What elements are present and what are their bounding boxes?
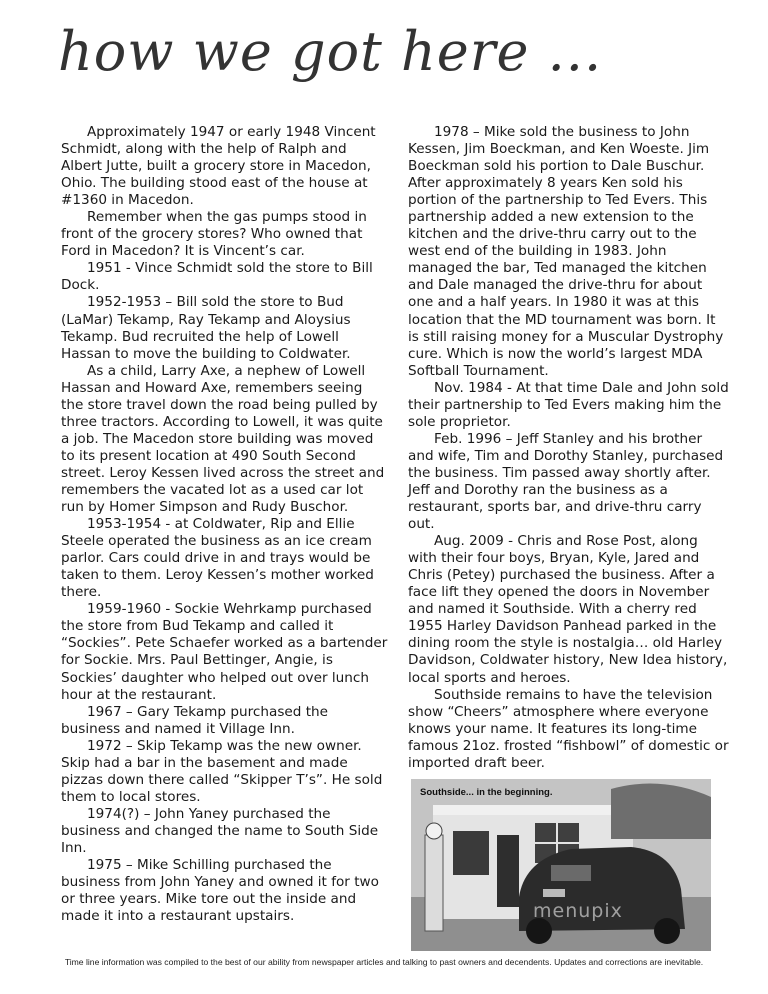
photo-caption: Southside... in the beginning.	[420, 787, 553, 798]
footer-note: Time line information was compiled to the best of our ability from newspaper articles and talking to past owners and decendents. Updates and corrections are inevitable.	[64, 957, 704, 967]
history-paragraph: Aug. 2009 - Chris and Rose Post, along with their four boys, Bryan, Kyle, Jared and Chris (Petey) purchased the business. After a face lift they opened the doors in November and named it Southside. With a cherry red 1955 Harley Davidson Panhead parked in the dining room the style is nostalgia… old Harley Davidson, Coldwater history, New Idea history, local sports and heroes.	[408, 533, 728, 686]
page-title: how we got here ...	[58, 20, 603, 83]
history-paragraph: 1974(?) – John Yaney purchased the business and changed the name to South Side Inn.	[61, 805, 379, 856]
history-paragraph: 1975 – Mike Schilling purchased the business from John Yaney and owned it for two or three years. Mike tore out the inside and made it into a restaurant upstairs.	[61, 857, 379, 925]
history-paragraph: 1951 - Vince Schmidt sold the store to Bill Dock.	[61, 260, 373, 294]
history-paragraph: 1959-1960 - Sockie Wehrkamp purchased the store from Bud Tekamp and called it “Sockies”. Pete Schaefer worked as a bartender for Sockie. Mrs. Paul Bettinger, Angie, is Sockies’ daughter who helped out over lunch hour at the restaurant.	[61, 601, 388, 703]
history-paragraph: Feb. 1996 – Jeff Stanley and his brother and wife, Tim and Dorothy Stanley, purchased the business. Tim passed away shortly after. Jeff and Dorothy ran the business as a restaurant, sports bar, and drive-thru carry out.	[408, 430, 724, 533]
history-paragraph: Southside remains to have the television show “Cheers” atmosphere where everyone knows your name. It features its long-time famous 21oz. frosted “fishbowl” of domestic or imported draft beer.	[408, 686, 729, 771]
historic-photo-illustration	[411, 779, 711, 951]
photo-watermark: menupix	[533, 900, 623, 922]
history-column-right	[408, 124, 730, 772]
history-paragraph: 1952-1953 – Bill sold the store to Bud (LaMar) Tekamp, Ray Tekamp and Aloysius Tekamp. Bud recruited the help of Lowell Hassan to move the building to Coldwater.	[61, 294, 351, 362]
history-paragraph: Remember when the gas pumps stood in front of the grocery stores? Who owned that Ford in Macedon? It is Vincent’s car.	[61, 209, 367, 260]
history-paragraph: 1978 – Mike sold the business to John Kessen, Jim Boeckman, and Ken Woeste. Jim Boeckman sold his portion to Dale Buschur. After approximately 8 years Ken sold his portion of the partnership to Ted Evers. This partnership added a new extension to the kitchen and the drive-thru carry out to the west end of the building in 1983. John managed the bar, Ted managed the kitchen and Dale managed the drive-thru for about one and a half years. In 1980 it was at this location that the MD tournament was born. It is still raising money for a Muscular Dystrophy cure. Which is now the world’s largest MDA Softball Tournament.	[408, 124, 724, 379]
historic-photo	[411, 779, 711, 951]
history-paragraph: Nov. 1984 - At that time Dale and John sold their partnership to Ted Evers making him the sole proprietor.	[408, 379, 729, 430]
history-column-left	[61, 124, 389, 925]
history-paragraph: Approximately 1947 or early 1948 Vincent Schmidt, along with the help of Ralph and Albert Jutte, built a grocery store in Macedon, Ohio. The building stood east of the house at #1360 in Macedon.	[61, 124, 376, 209]
history-paragraph: 1953-1954 - at Coldwater, Rip and Ellie Steele operated the business as an ice cream parlor. Cars could drive in and trays would be taken to them. Leroy Kessen’s mother worked there.	[61, 516, 374, 601]
history-paragraph: 1972 – Skip Tekamp was the new owner. Skip had a bar in the basement and made pizzas down there called “Skipper T’s”. He sold them to local stores.	[61, 737, 383, 805]
history-paragraph: 1967 – Gary Tekamp purchased the business and named it Village Inn.	[61, 703, 329, 737]
history-paragraph: As a child, Larry Axe, a nephew of Lowell Hassan and Howard Axe, remembers seeing the store travel down the road being pulled by three tractors. According to Lowell, it was quite a job. The Macedon store building was moved to its present location at 490 South Second street. Leroy Kessen lived across the street and remembers the vacated lot as a used car lot run by Homer Simpson and Rudy Buschor.	[61, 362, 385, 516]
